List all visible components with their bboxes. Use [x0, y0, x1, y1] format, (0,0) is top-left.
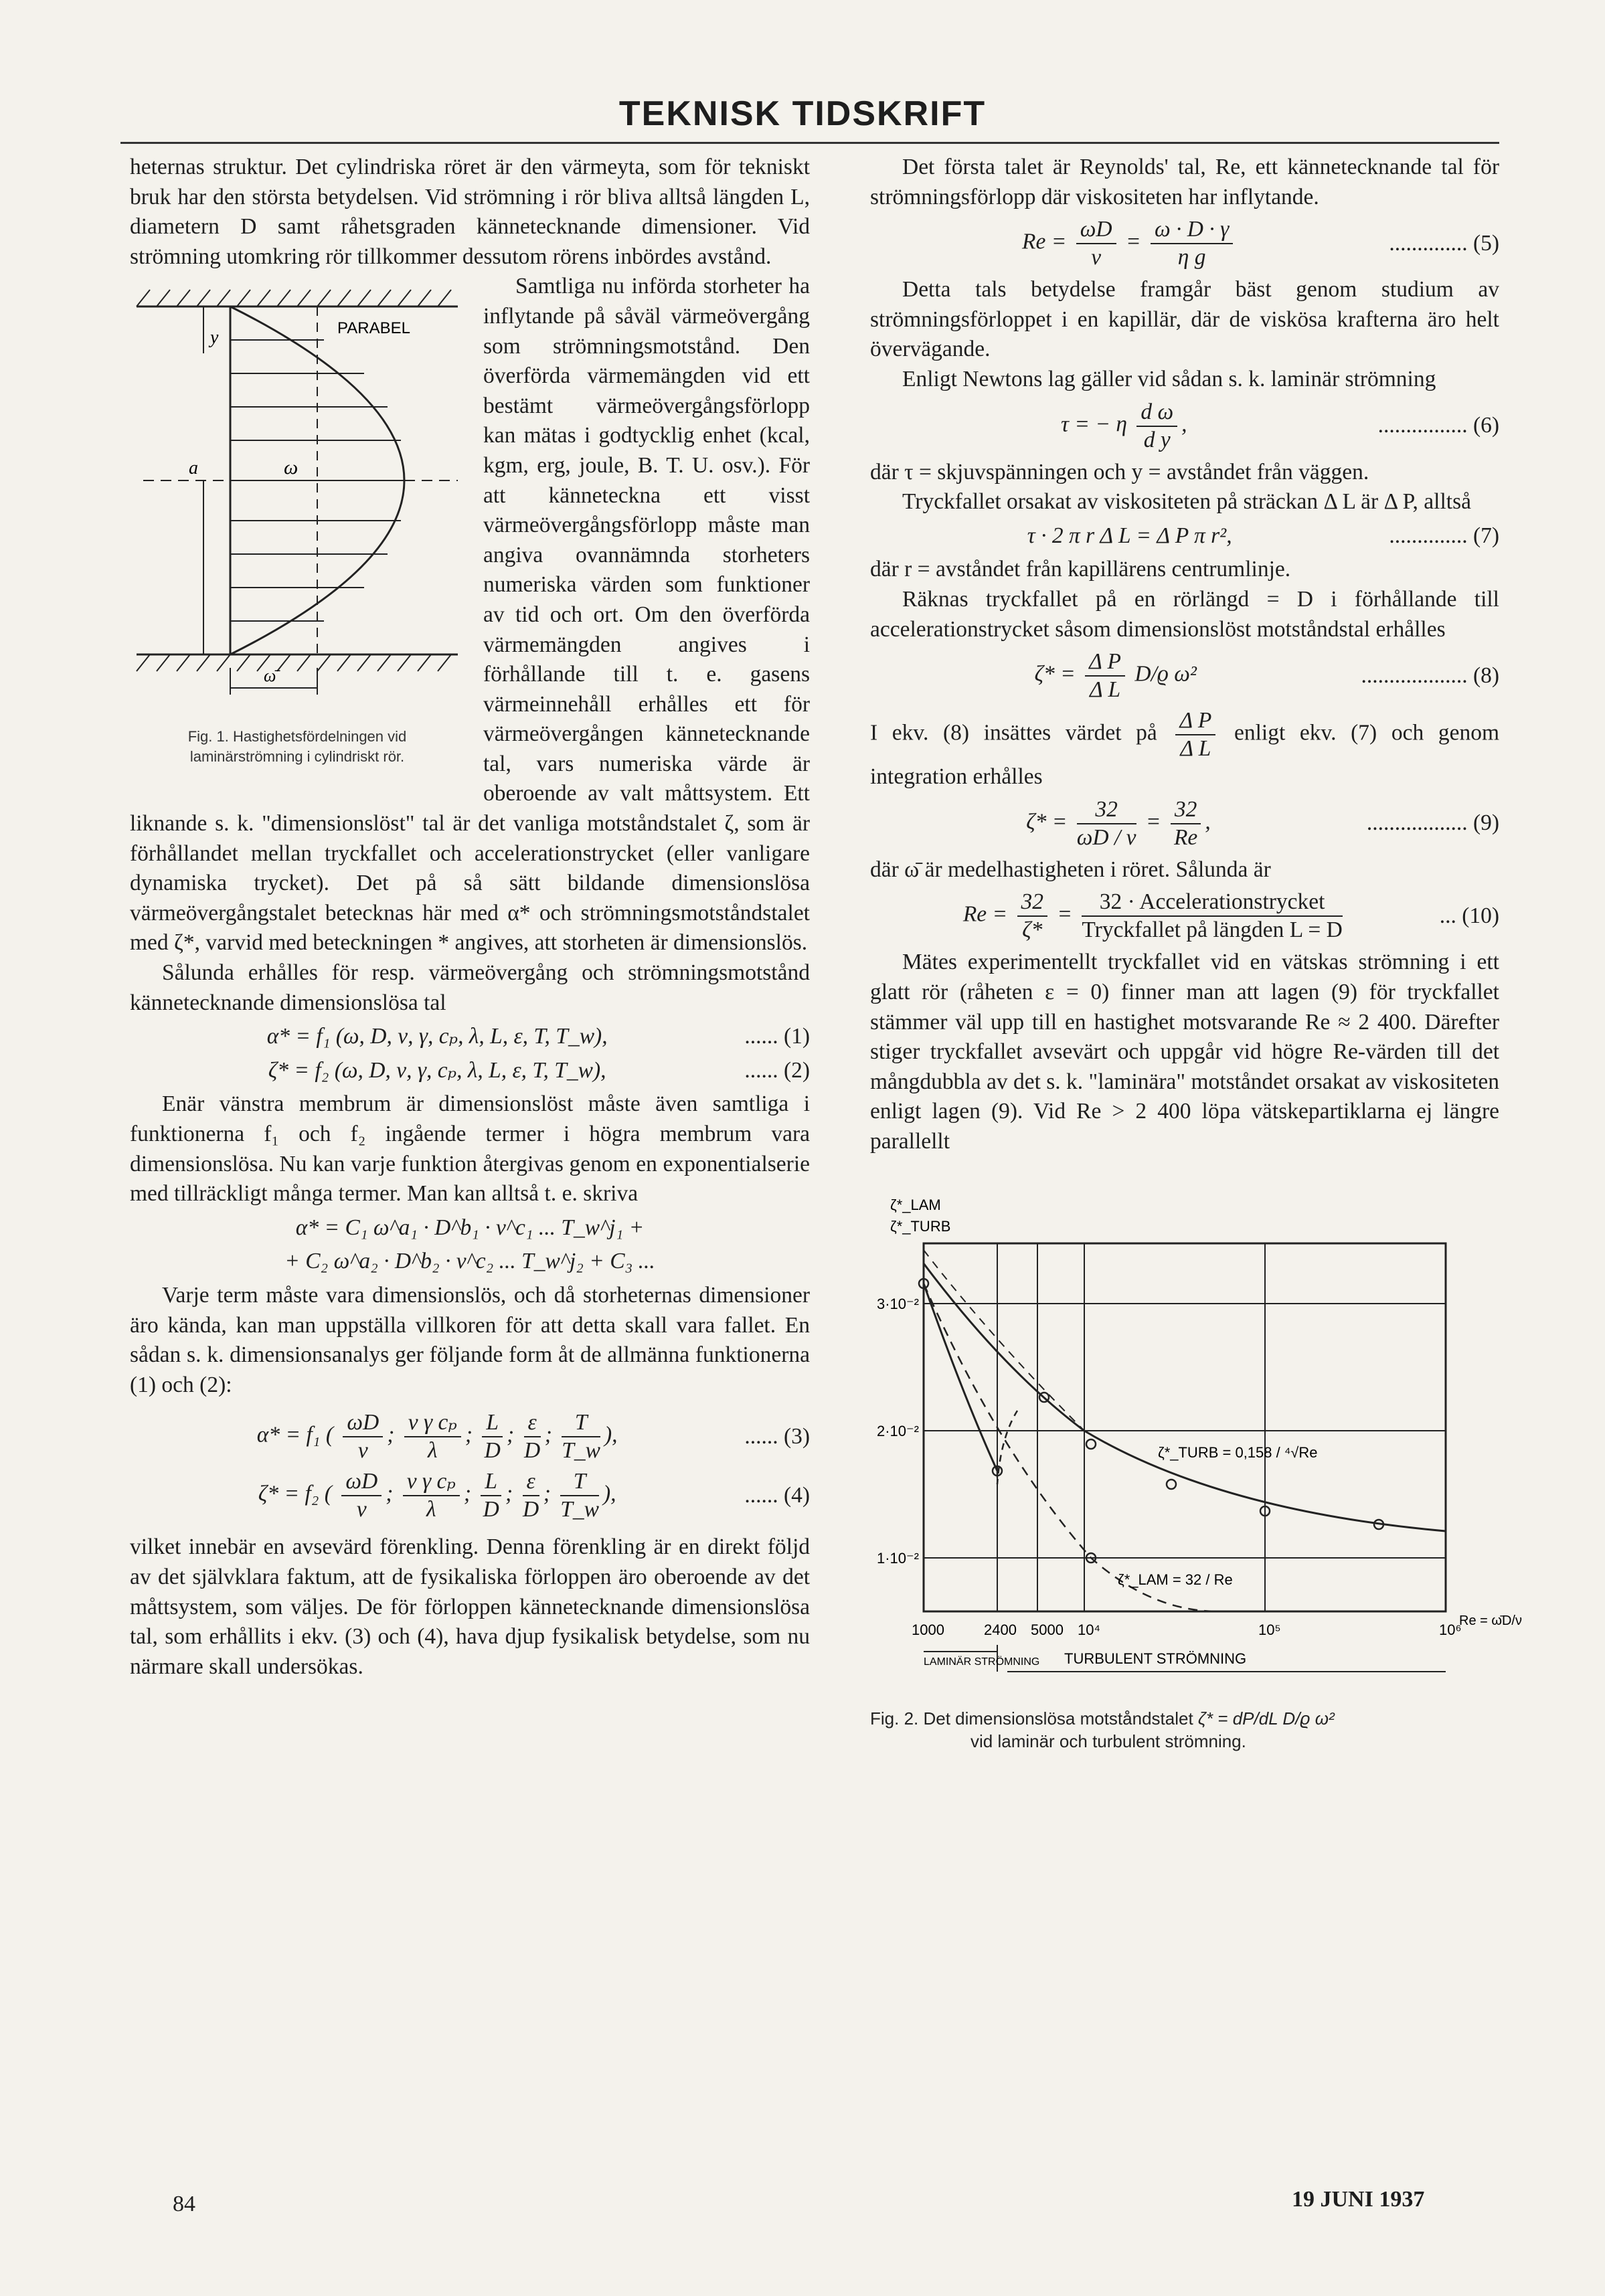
equation-10: Re = $\frac{32}{\zeta*}$ = $\frac{\text{32 · Accelerationstrycket}}{\text{Tryckfallet på längden L = D}}$ ... (10) — [962, 889, 1499, 943]
equation-4: ζ* = f₂ ( $\frac{\omega D}{\nu}$ ; $\frac{\text{ν γ cₚ}}{\lambda}$ ; $\frac{L}{D}$ ; $\frac{\varepsilon}{D}$ ; $\frac{T}{T\_w}$ ), ...... (4) — [258, 1469, 810, 1522]
equation-1: α* = f₁ (ω, D, ν, γ, cₚ, λ, L, ε, T, T_w), ...... (1) — [266, 1024, 810, 1049]
y-label-1e-2: 1·10⁻² — [877, 1550, 919, 1567]
figure-2-chart — [870, 1183, 1522, 1692]
figure-1-diagram — [130, 280, 464, 721]
omega-symbol: ω — [284, 456, 299, 479]
right-paragraph-2: Detta tals betydelse framgår bäst genom studium av strömningsförloppet i en kapillär, där de viskösa krafterna äro helt övervägande. — [870, 277, 1499, 362]
x-title: Re = ω̄D/ν — [1459, 1613, 1522, 1629]
right-paragraph-4: där τ = skjuvspänningen och y = avståndet från väggen. — [870, 459, 1369, 484]
equation-9: ζ* = $\frac{32}{\omega D / \nu}$ = $\frac{32}{Re}$ , .................. (9) — [1026, 796, 1499, 850]
issue-date: 19 JUNI 1937 — [1292, 2187, 1425, 2212]
right-paragraph-7: Räknas tryckfallet på en rörlängd = D i förhållande till accelerationstrycket såsom dimensionslöst motståndstal erhålles — [870, 586, 1499, 642]
equation-8: ζ* = $\frac{\text{Δ P}}{\text{Δ L}}$ D/ϱ ω² ................... (8) — [1034, 649, 1499, 703]
right-paragraph-5: Tryckfallet orsakat av viskositeten på sträckan Δ L är Δ P, alltså — [902, 489, 1471, 515]
x-label-1000: 1000 — [912, 1621, 944, 1639]
left-column — [130, 153, 810, 1682]
turbulent-formula: ζ*_TURB = 0,158 / ⁴√Re — [1158, 1444, 1318, 1462]
equation-series-2: + C₂ ω^a₂ · D^b₂ · ν^c₂ ... T_w^j₂ + C₃ ... — [284, 1249, 655, 1274]
left-paragraph-6: vilket innebär en avsevärd förenkling. Denna förenkling är en direkt följd av det självklara faktum, att de fysikaliska förloppen äro oberoende av det måttsystem, som väljes. De för förloppen kännetecknande dimensionslösa tal, som erhållits i ekv. (3) och (4), hava djup fysikalisk betydelse, som nu närmare skall undersökas. — [130, 1534, 810, 1679]
figure-2 — [870, 1183, 1522, 1753]
laminar-formula: ζ*_LAM = 32 / Re — [1118, 1571, 1233, 1589]
figure-1 — [130, 280, 464, 795]
y-title-turb: ζ*_TURB — [890, 1218, 951, 1235]
y-label-3e-2: 3·10⁻² — [877, 1296, 919, 1313]
x-label-1e6: 10⁶ — [1439, 1621, 1462, 1639]
x-label-2400: 2400 — [984, 1621, 1017, 1639]
equation-3: α* = f₁ ( $\frac{\omega D}{\nu}$ ; $\frac{\text{ν γ cₚ}}{\lambda}$ ; $\frac{L}{D}$ ; $\frac{\varepsilon}{D}$ ; $\frac{T}{T\_w}$ ), ...... (3) — [256, 1410, 810, 1464]
turbulent-region-label: TURBULENT STRÖMNING — [1064, 1650, 1247, 1668]
right-paragraph-9: där ω̄ är medelhastigheten i röret. Sålunda är — [870, 857, 1271, 882]
left-paragraph-4: Enär vänstra membrum är dimensionslöst måste även samtliga i funktionerna f₁ och f₂ ingående termer i högra membrum vara dimensionslösa. Nu kan varje funktion återgivas genom en exponentialserie med tillräckligt många termer. Man kan alltså t. e. skriva — [130, 1091, 810, 1207]
left-paragraph-2: Samtliga nu införda storheter ha inflytande på såväl värmeövergång som strömningsmotstånd. Den överförda värmemängden vid ett bestämt värmeövergångsförlopp kan mätas i godtycklig enhet (kcal, kgm, erg, joule, B. T. U. osv.). För att känneteckna ett visst värmeövergångsförlopp måste man angiva ovannämnda storheters numeriska värden som funktioner av tid och ort. Om den överförda värmemängden angives i förhållande till t. e. gasens värmeinnehåll erhålles ett för värmeövergången kännetecknande tal, vars numeriska värde är oberoende av valt måttsystem. Ett liknande s. k. "dimensionslöst" tal är det vanliga motståndstalet ζ, som är förhållandet mellan tryckfallet och accelerationstrycket (eller vanligare dynamiska trycket). Det på så sätt bildande dimensionslösa värmeövergångstalet betecknas här med α* och strömningsmotståndstalet med ζ*, varvid med beteckningen * angives, att storheten är dimensionslös. — [130, 274, 810, 956]
parabel-label: PARABEL — [337, 319, 410, 338]
y-symbol: y — [210, 327, 219, 349]
x-label-5000: 5000 — [1031, 1621, 1064, 1639]
right-paragraph-10: Mätes experimentellt tryckfallet vid en vätskas strömning i ett glatt rör (råheten ε = 0) finner man att lagen (9) för tryckfallet stämmer väl upp till en hastighet motsvarande Re ≈ 2 400. Därefter stiger tryckfallet avsevärt och uppgår vid högre Re-värden till det mångdubbla av det s. k. "laminära" motståndet orsakat av viskositeten enligt lagen (9). Vid Re > 2 400 löpa vätskepartiklarna ej längre parallellt — [870, 950, 1499, 1154]
right-paragraph-8: I ekv. (8) insättes värdet på $\frac{\text{Δ P}}{\text{Δ L}}$ enligt ekv. (7) och genom integration erhålles — [870, 708, 1500, 790]
right-column — [870, 153, 1522, 1753]
figure-1-caption: Fig. 1. Hastighetsfördelningen vid laminärströmning i cylindriskt rör. — [187, 728, 407, 766]
equation-5: Re = $\frac{\omega D}{\nu}$ = $\frac{\omega \cdot D \cdot \gamma}{\text{η g}}$ .............. (5) — [1022, 217, 1499, 270]
right-paragraph-6: där r = avståndet från kapillärens centrumlinje. — [870, 557, 1291, 582]
page-number: 84 — [173, 2192, 195, 2216]
y-title-lam: ζ*_LAM — [890, 1197, 941, 1214]
equation-6: τ = − η $\frac{\text{d ω}}{\text{d y}}$ , ................ (6) — [1061, 399, 1499, 452]
equation-series-1: α* = C₁ ω^a₁ · D^b₁ · ν^c₁ ... T_w^j₁ + — [295, 1215, 645, 1240]
left-paragraph-5: Varje term måste vara dimensionslös, och då storheternas dimensioner äro kända, kan man uppställa villkoren för att detta skall vara fallet. En sådan s. k. dimensionsanalys ger följande form åt de allmänna funktionerna (1) och (2): — [130, 1282, 810, 1397]
left-paragraph-3: Sålunda erhålles för resp. värmeövergång och strömningsmotstånd kännetecknande dimensionslösa tal — [130, 960, 810, 1015]
omega-bar-symbol: ω̄ — [264, 666, 276, 686]
right-paragraph-3: Enligt Newtons lag gäller vid sådan s. k. laminär strömning — [902, 366, 1436, 391]
right-paragraph-1: Det första talet är Reynolds' tal, Re, ett kännetecknande tal för strömningsförlopp där viskositeten har inflytande. — [870, 155, 1499, 209]
laminar-region-label: LAMINÄR STRÖMNING — [924, 1656, 1040, 1668]
x-label-1e5: 10⁵ — [1258, 1621, 1281, 1639]
figure-2-caption: Fig. 2. Det dimensionslösa motståndstalet ζ* = dP/dL D/ϱ ω² vid laminär och turbulent strömning. — [870, 1708, 1335, 1752]
x-label-1e4: 10⁴ — [1078, 1621, 1100, 1639]
left-paragraph-1: heternas struktur. Det cylindriska röret är den värmeyta, som för tekniskt bruk har den största betydelsen. Vid strömning i rör bliva alltså längden L, diametern D samt råhetsgraden kännetecknande dimensioner. Vid strömning utomkring rör tillkommer dessutom rörens inbördes avstånd. — [130, 155, 810, 269]
header-rule — [120, 142, 1499, 144]
equation-2: ζ* = f₂ (ω, D, ν, γ, cₚ, λ, L, ε, T, T_w), ...... (2) — [268, 1057, 810, 1083]
journal-title: TEKNISK TIDSKRIFT — [618, 94, 987, 133]
a-symbol: a — [189, 458, 198, 479]
y-label-2e-2: 2·10⁻² — [877, 1423, 919, 1440]
equation-7: τ · 2 π r Δ L = Δ P π r², .............. (7) — [1027, 523, 1499, 548]
